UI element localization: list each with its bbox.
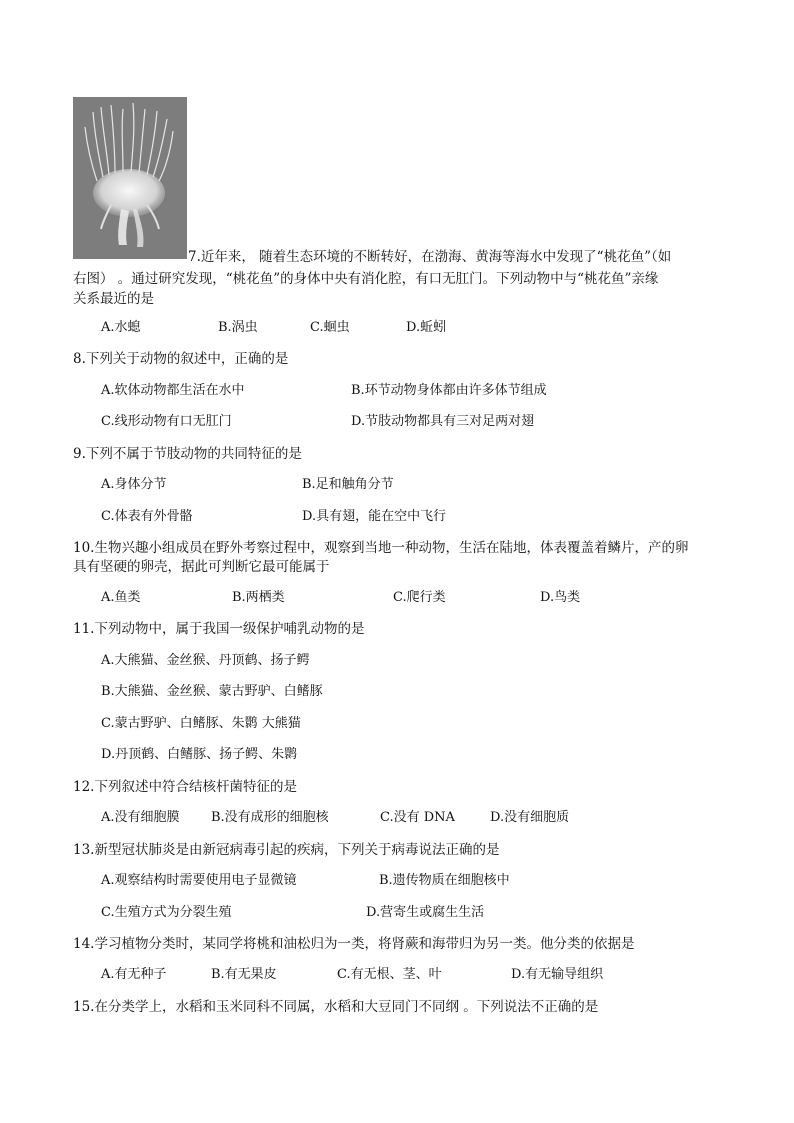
q12-option-d[interactable]: D.没有细胞质 <box>490 810 570 825</box>
q9-stem: 9.下列不属于节肢动物的共同特征的是 <box>73 446 302 462</box>
q13-option-b[interactable]: B.遗传物质在细胞核中 <box>379 873 510 888</box>
q11-option-a[interactable]: A.大熊猫、金丝猴、丹顶鹤、扬子鳄 <box>101 653 310 668</box>
q7-stem-line2: 右图） 。通过研究发现，“桃花鱼”的身体中央有消化腔，有口无肛门。下列动物中与“桃花鱼”亲缘 <box>73 271 659 287</box>
q10-stem-line1: 10.生物兴趣小组成员在野外考察过程中，观察到当地一种动物，生活在陆地，体表覆盖着鳞片，产的卵 <box>73 540 689 556</box>
q7-stem-line3: 关系最近的是 <box>73 291 154 307</box>
q11-option-b[interactable]: B.大熊猫、金丝猴、蒙古野驴、白鳍豚 <box>101 684 323 699</box>
q12-option-c[interactable]: C.没有 DNA <box>380 810 455 825</box>
q7-option-c[interactable]: C.蛔虫 <box>310 320 350 335</box>
q8-option-a[interactable]: A.软体动物都生活在水中 <box>101 383 245 398</box>
q12-option-b[interactable]: B.没有成形的细胞核 <box>211 810 329 825</box>
q13-option-a[interactable]: A.观察结构时需要使用电子显微镜 <box>101 873 297 888</box>
q7-option-b[interactable]: B.涡虫 <box>218 320 258 335</box>
q9-option-d[interactable]: D.具有翅，能在空中飞行 <box>302 509 447 524</box>
q8-option-c[interactable]: C.线形动物有口无肛门 <box>101 414 232 429</box>
q14-option-c[interactable]: C.有无根、茎、叶 <box>337 967 442 982</box>
q9-option-c[interactable]: C.体表有外骨骼 <box>101 509 193 524</box>
q7-option-d[interactable]: D.蚯蚓 <box>406 320 447 335</box>
q14-option-a[interactable]: A.有无种子 <box>101 967 167 982</box>
q12-option-a[interactable]: A.没有细胞膜 <box>101 810 180 825</box>
q8-stem: 8.下列关于动物的叙述中，正确的是 <box>73 351 289 367</box>
q10-option-d[interactable]: D.鸟类 <box>540 590 581 605</box>
q7-option-a[interactable]: A.水螅 <box>101 320 141 335</box>
q15-stem: 15.在分类学上，水稻和玉米同科不同属，水稻和大豆同门不同纲 。下列说法不正确的是 <box>73 999 599 1015</box>
q10-stem-line2: 具有坚硬的卵壳，据此可判断它最可能属于 <box>73 559 330 575</box>
q13-option-d[interactable]: D.营寄生或腐生生活 <box>366 905 485 920</box>
q11-option-c[interactable]: C.蒙古野驴、白鳍豚、朱鹮 大熊猫 <box>101 716 301 731</box>
q11-stem: 11.下列动物中，属于我国一级保护哺乳动物的是 <box>73 621 365 637</box>
q7-stem-line1: 7.近年来， 随着生态环境的不断转好，在渤海、黄海等海水中发现了“桃花鱼”（如 <box>188 249 672 265</box>
q10-option-c[interactable]: C.爬行类 <box>393 590 446 605</box>
q14-option-b[interactable]: B.有无果皮 <box>211 967 277 982</box>
q10-option-a[interactable]: A.鱼类 <box>101 590 141 605</box>
q11-option-d[interactable]: D.丹顶鹤、白鳍豚、扬子鳄、朱鹮 <box>101 747 298 762</box>
q14-option-d[interactable]: D.有无输导组织 <box>511 967 604 982</box>
q9-option-b[interactable]: B.足和触角分节 <box>302 477 394 492</box>
q13-option-c[interactable]: C.生殖方式为分裂生殖 <box>101 905 232 920</box>
q10-option-b[interactable]: B.两栖类 <box>232 590 285 605</box>
q9-option-a[interactable]: A.身体分节 <box>101 477 167 492</box>
jellyfish-photo <box>73 97 187 259</box>
q14-stem: 14.学习植物分类时，某同学将桃和油松归为一类，将肾蕨和海带归为另一类。他分类的依据是 <box>73 936 635 952</box>
q8-option-d[interactable]: D.节肢动物都具有三对足两对翅 <box>351 414 535 429</box>
q12-stem: 12.下列叙述中符合结核杆菌特征的是 <box>73 779 297 795</box>
q8-option-b[interactable]: B.环节动物身体都由许多体节组成 <box>351 383 547 398</box>
jellyfish-image <box>73 97 187 259</box>
q13-stem: 13.新型冠状肺炎是由新冠病毒引起的疾病，下列关于病毒说法正确的是 <box>73 842 500 858</box>
